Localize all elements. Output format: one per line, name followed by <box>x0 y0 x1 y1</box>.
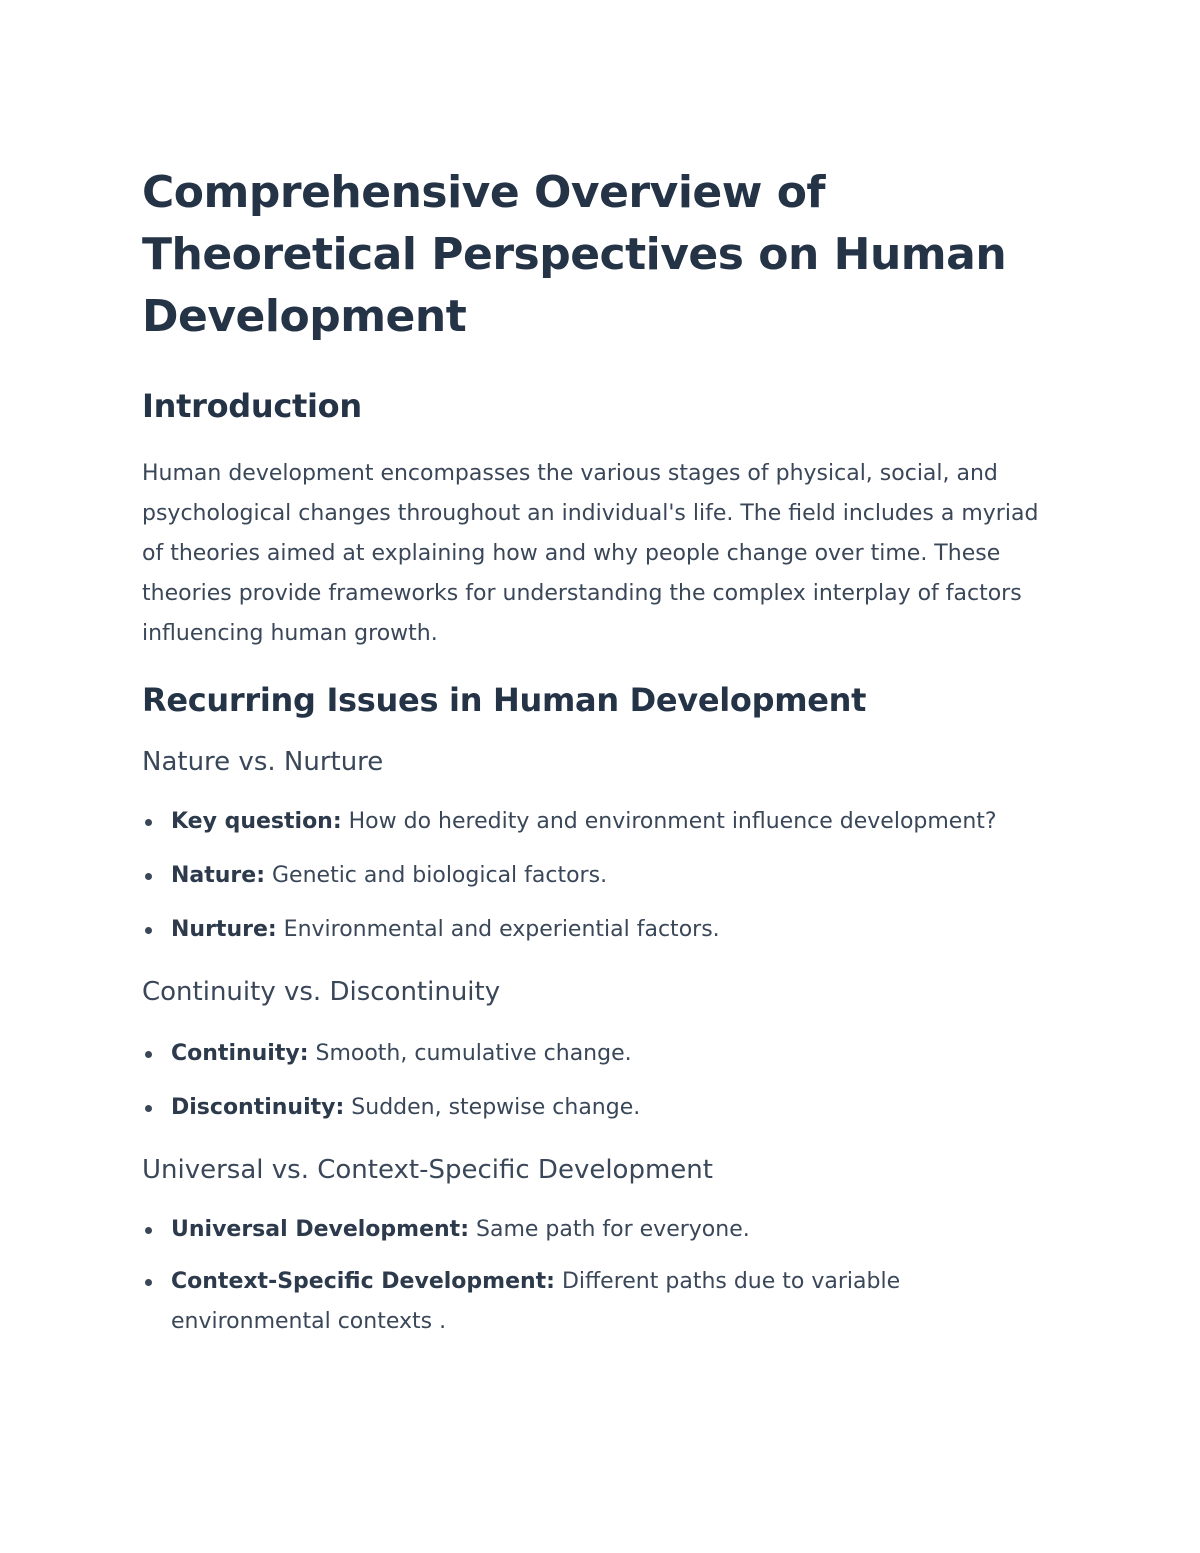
document-title: Comprehensive Overview of Theoretical Perspectives on Human Development <box>142 167 1007 342</box>
list-item-term: Discontinuity: <box>171 1095 345 1120</box>
document-page <box>142 160 1042 1342</box>
bullet-icon <box>145 1227 152 1234</box>
list-item-term: Nature: <box>171 863 266 888</box>
list-item-term: Nurture: <box>171 917 277 942</box>
continuity-heading: Continuity vs. Discontinuity <box>142 977 501 1007</box>
recurring-issues-heading: Recurring Issues in Human Development <box>142 681 867 719</box>
list-item <box>142 1034 1042 1074</box>
introduction-heading: Introduction <box>142 387 362 425</box>
bullet-icon <box>145 927 152 934</box>
introduction-paragraph: Human development encompasses the various stages of physical, social, and psychological changes throughout an individual's life. The field includes a myriad of theories aimed at explaining how and why people change over time. These theories provide frameworks for understanding the complex interplay of factors influencing human growth. <box>142 461 1039 646</box>
bullet-icon <box>145 819 152 826</box>
list-item-term: Continuity: <box>171 1041 309 1066</box>
list-item-term: Context-Specific Development: <box>171 1269 555 1294</box>
list-item-text: Smooth, cumulative change. <box>308 1041 632 1066</box>
bullet-icon <box>145 873 152 880</box>
continuity-list <box>142 1034 1042 1128</box>
list-item-text: Environmental and experiential factors. <box>276 917 720 942</box>
list-item-text: Sudden, stepwise change. <box>344 1095 641 1120</box>
list-item <box>142 1210 1042 1250</box>
nature-nurture-heading: Nature vs. Nurture <box>142 747 384 777</box>
list-item <box>142 1088 1042 1128</box>
bullet-icon <box>145 1279 152 1286</box>
list-item <box>142 1262 1042 1342</box>
nature-nurture-list <box>142 802 1042 950</box>
list-item-text: Genetic and biological factors. <box>265 863 608 888</box>
list-item-text: How do heredity and environment influence development? <box>341 809 997 834</box>
list-item <box>142 910 1042 950</box>
bullet-icon <box>145 1051 152 1058</box>
list-item <box>142 856 1042 896</box>
list-item-term: Key question: <box>171 809 342 834</box>
list-item-text: Different paths due to variable environmental contexts . <box>171 1269 901 1334</box>
list-item-term: Universal Development: <box>171 1217 469 1242</box>
list-item-text: Same path for everyone. <box>469 1217 750 1242</box>
universal-context-heading: Universal vs. Context-Specific Development <box>142 1155 713 1185</box>
universal-context-list <box>142 1210 1042 1342</box>
bullet-icon <box>145 1105 152 1112</box>
list-item <box>142 802 1042 842</box>
